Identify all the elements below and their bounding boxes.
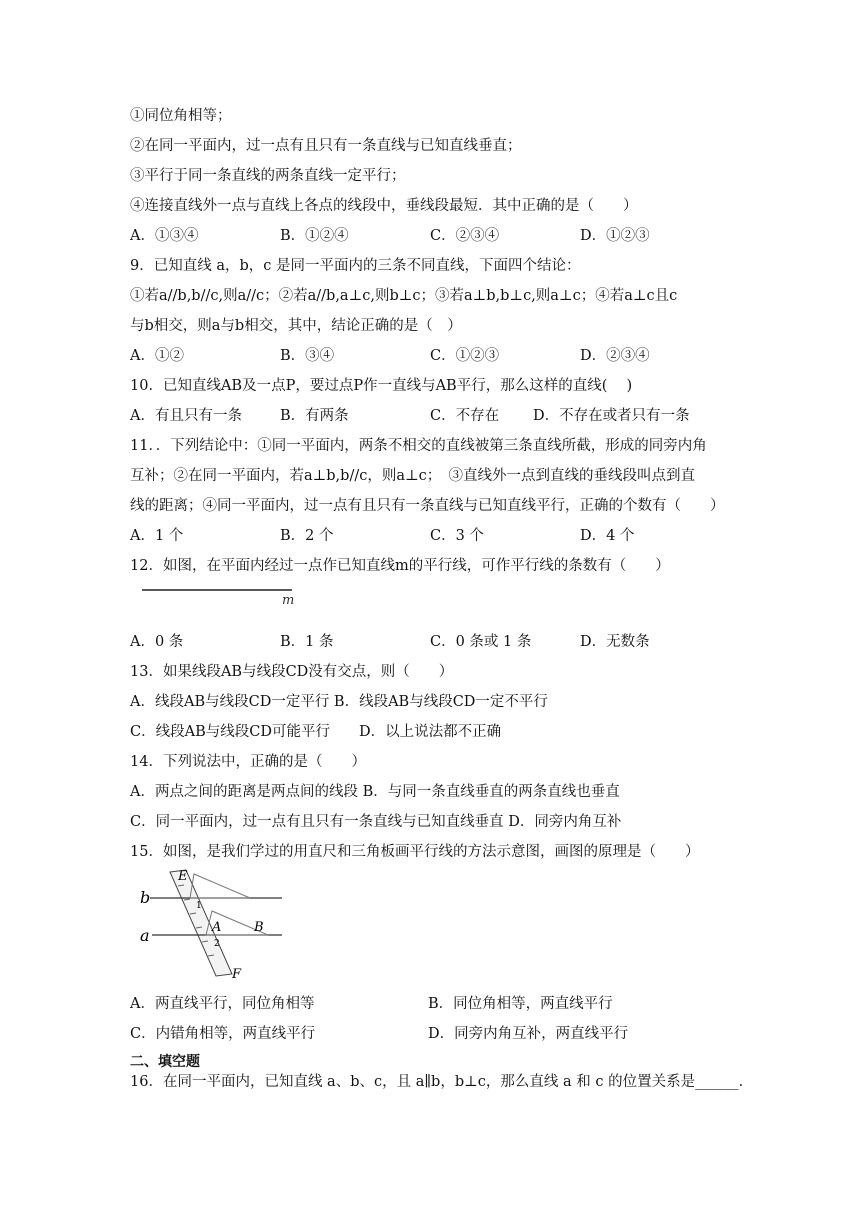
q11-option-d: D．4 个 <box>580 528 635 544</box>
q13-options-ab: A．线段AB与线段CD一定平行 B．线段AB与线段CD一定不平行 <box>130 694 548 710</box>
q8-statement-2: ②在同一平面内，过一点有且只有一条直线与已知直线垂直； <box>130 138 522 154</box>
q14-stem: 14．下列说法中，正确的是（ ） <box>130 754 366 770</box>
label-angle-1: 1 <box>196 901 202 911</box>
q13-options-cd: C．线段AB与线段CD可能平行 D．以上说法都不正确 <box>130 724 502 740</box>
q16-stem: 16．在同一平面内，已知直线 a、b、c，且 a∥b，b⊥c，那么直线 a 和 c 的位置关系是______． <box>130 1074 754 1090</box>
q8-option-a: A．①③④ <box>130 228 199 244</box>
q8-statement-4: ④连接直线外一点与直线上各点的线段中，垂线段最短．其中正确的是（ ） <box>130 198 638 214</box>
label-a: a <box>140 926 150 945</box>
q8-statement-1: ①同位角相等； <box>130 108 232 124</box>
q9-option-b: B．③④ <box>280 348 335 364</box>
q11-option-c: C．3 个 <box>430 528 484 544</box>
label-point-b: B <box>254 920 264 935</box>
q8-option-c: C．②③④ <box>430 228 500 244</box>
label-e: E <box>178 869 188 884</box>
label-b: b <box>140 888 151 907</box>
q9-stem: 9．已知直线 a，b，c 是同一平面内的三条不同直线，下面四个结论： <box>130 258 581 274</box>
label-angle-2: 2 <box>214 939 220 949</box>
label-f: F <box>232 967 242 982</box>
q10-stem: 10．已知直线AB及一点P，要过点P作一直线与AB平行，那么这样的直线( ) <box>130 378 633 394</box>
q12-option-d: D．无数条 <box>580 634 650 650</box>
q14-options-cd: C．同一平面内，过一点有且只有一条直线与已知直线垂直 D．同旁内角互补 <box>130 814 622 830</box>
q12-stem: 12．如图，在平面内经过一点作已知直线m的平行线，可作平行线的条数有（ ） <box>130 558 670 574</box>
q12-option-a: A．0 条 <box>130 634 184 650</box>
q9-question-line: 与b相交，则a与b相交，其中，结论正确的是（ ） <box>130 318 462 334</box>
q15-option-c: C．内错角相等，两直线平行 <box>130 1026 316 1042</box>
q12-option-b: B．1 条 <box>280 634 334 650</box>
q9-conclusions-line: ①若a//b,b//c,则a//c；②若a//b,a⊥c,则b⊥c；③若a⊥b,b⊥c,则a⊥c；④若a⊥c且c <box>130 288 678 304</box>
q9-option-c: C．①②③ <box>430 348 500 364</box>
q10-option-d: D．不存在或者只有一条 <box>533 408 690 424</box>
q11-line-1: 11．．下列结论中：①同一平面内，两条不相交的直线被第三条直线所截，形成的同旁内角 <box>130 438 707 454</box>
q8-option-d: D．①②③ <box>580 228 650 244</box>
q11-line-2: 互补；②在同一平面内，若a⊥b,b//c，则a⊥c； ③直线外一点到直线的垂线段叫点到直 <box>130 468 695 484</box>
q15-option-d: D．同旁内角互补，两直线平行 <box>428 1026 629 1042</box>
q9-option-d: D．②③④ <box>580 348 650 364</box>
q9-option-a: A．①② <box>130 348 184 364</box>
q8-statement-3: ③平行于同一条直线的两条直线一定平行； <box>130 168 406 184</box>
q11-line-3: 线的距离；④同一平面内，过一点有且只有一条直线与已知直线平行，正确的个数有（ ） <box>130 498 725 514</box>
q15-ruler-triangle-figure <box>132 866 287 984</box>
q12-option-c: C．0 条或 1 条 <box>430 634 532 650</box>
q15-stem: 15．如图，是我们学过的用直尺和三角板画平行线的方法示意图，画图的原理是（ ） <box>130 844 700 860</box>
q10-option-a: A．有且只有一条 <box>130 408 242 424</box>
q15-option-a: A．两直线平行，同位角相等 <box>130 996 315 1012</box>
q13-stem: 13．如果线段AB与线段CD没有交点，则（ ） <box>130 664 454 680</box>
q12-line-m-figure <box>130 582 310 610</box>
q15-option-b: B．同位角相等，两直线平行 <box>428 996 613 1012</box>
section-heading-fill-in: 二、填空题 <box>130 1054 200 1070</box>
q11-option-a: A．1 个 <box>130 528 184 544</box>
q14-options-ab: A．两点之间的距离是两点间的线段 B．与同一条直线垂直的两条直线也垂直 <box>130 784 620 800</box>
line-m-label: m <box>282 593 295 608</box>
q10-option-c: C．不存在 <box>430 408 500 424</box>
triangle-upper <box>190 874 250 898</box>
q10-option-b: B．有两条 <box>280 408 349 424</box>
label-point-a: A <box>212 920 222 935</box>
q8-option-b: B．①②④ <box>280 228 349 244</box>
q11-option-b: B．2 个 <box>280 528 334 544</box>
